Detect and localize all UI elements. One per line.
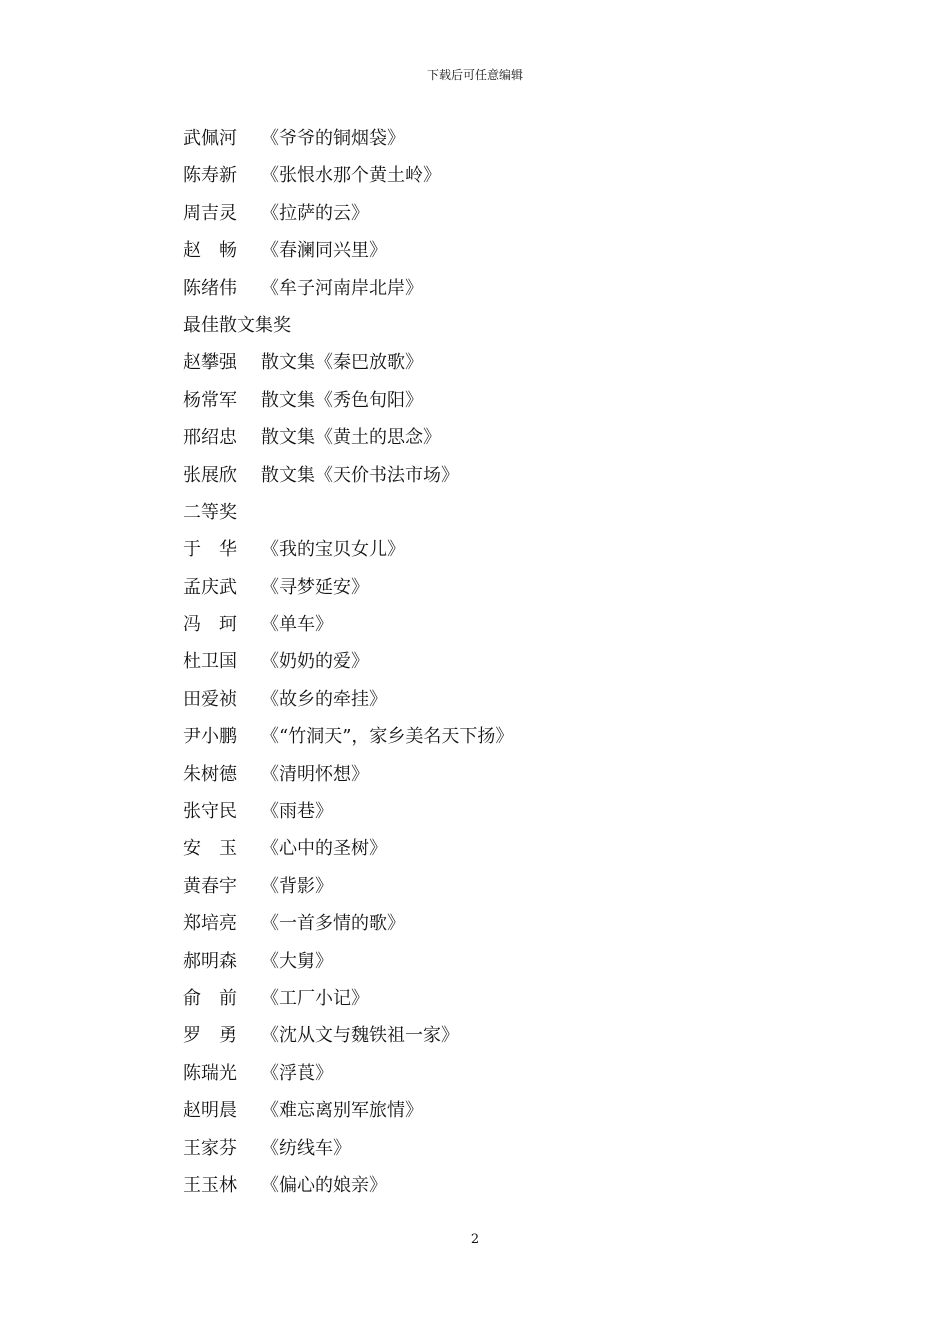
award-entry <box>183 868 883 905</box>
award-entry <box>183 531 883 568</box>
award-entry <box>183 1130 883 1167</box>
award-list <box>183 120 883 1204</box>
page-number: 2 <box>470 1232 480 1247</box>
work-title: 《寻梦延安》 <box>261 576 369 598</box>
award-entry <box>183 943 883 980</box>
work-title: 《偏心的娘亲》 <box>261 1174 387 1196</box>
award-entry <box>183 718 883 755</box>
award-entry <box>183 905 883 942</box>
award-entry <box>183 980 883 1017</box>
work-title: 《清明怀想》 <box>261 763 369 785</box>
work-title: 《拉萨的云》 <box>261 202 369 224</box>
author-name: 冯 珂 <box>183 614 237 636</box>
award-entry <box>183 457 883 494</box>
award-entry <box>183 830 883 867</box>
author-name: 杨常军 <box>183 389 237 411</box>
work-title: 《难忘离别军旅情》 <box>261 1100 423 1122</box>
author-name: 赵 畅 <box>183 240 237 262</box>
award-entry <box>183 606 883 643</box>
work-title: 散文集《天价书法市场》 <box>261 464 459 486</box>
author-name: 郝明森 <box>183 950 237 972</box>
work-title: 《纺线车》 <box>261 1137 351 1159</box>
author-name: 陈绪伟 <box>183 277 237 299</box>
work-title: 《故乡的牵挂》 <box>261 688 387 710</box>
work-title: 《雨巷》 <box>261 801 333 823</box>
author-name: 黄春宇 <box>183 875 237 897</box>
award-entry <box>183 756 883 793</box>
award-entry <box>183 793 883 830</box>
author-name: 张守民 <box>183 801 237 823</box>
work-title: 散文集《秀色旬阳》 <box>261 389 423 411</box>
work-title: 《大舅》 <box>261 950 333 972</box>
author-name: 周吉灵 <box>183 202 237 224</box>
author-name: 王家芬 <box>183 1137 237 1159</box>
work-title: 《春澜同兴里》 <box>261 240 387 262</box>
author-name: 赵明晨 <box>183 1100 237 1122</box>
author-name: 王玉林 <box>183 1174 237 1196</box>
page-header: 下载后可任意编辑 <box>426 68 523 82</box>
section-heading: 二等奖 <box>183 501 237 523</box>
award-entry <box>183 1017 883 1054</box>
author-name: 朱树德 <box>183 763 237 785</box>
author-name: 陈瑞光 <box>183 1062 237 1084</box>
award-entry <box>183 232 883 269</box>
award-entry <box>183 643 883 680</box>
work-title: 散文集《秦巴放歌》 <box>261 352 423 374</box>
work-title: 《心中的圣树》 <box>261 838 387 860</box>
award-entry <box>183 120 883 157</box>
work-title: 《背影》 <box>261 875 333 897</box>
author-name: 罗 勇 <box>183 1025 237 1047</box>
author-name: 武佩河 <box>183 128 237 149</box>
author-name: 俞 前 <box>183 987 237 1009</box>
work-title: 《浮莨》 <box>261 1062 333 1084</box>
award-entry <box>183 344 883 381</box>
work-title: 散文集《黄土的思念》 <box>261 427 441 449</box>
author-name: 杜卫国 <box>183 651 237 673</box>
award-entry <box>183 157 883 194</box>
work-title: 《牟子河南岸北岸》 <box>261 277 423 299</box>
author-name: 郑培亮 <box>183 913 237 935</box>
award-entry <box>183 419 883 456</box>
author-name: 于 华 <box>183 539 237 561</box>
author-name: 陈寿新 <box>183 165 237 187</box>
award-entry <box>183 382 883 419</box>
award-entry <box>183 195 883 232</box>
award-entry <box>183 569 883 606</box>
work-title: 《沈从文与魏铁祖一家》 <box>261 1025 459 1047</box>
award-entry <box>183 1167 883 1204</box>
section-heading: 最佳散文集奖 <box>183 314 291 336</box>
work-title: 《一首多情的歌》 <box>261 913 405 935</box>
author-name: 田爱祯 <box>183 688 237 710</box>
work-title: 《单车》 <box>261 614 333 636</box>
work-title: 《“竹洞天”，家乡美名天下扬》 <box>261 726 514 748</box>
author-name: 张展欣 <box>183 464 237 486</box>
author-name: 邢绍忠 <box>183 427 237 449</box>
work-title: 《工厂小记》 <box>261 987 369 1009</box>
work-title: 《我的宝贝女儿》 <box>261 539 405 561</box>
work-title: 《奶奶的爱》 <box>261 651 369 673</box>
work-title: 《张恨水那个黄土岭》 <box>261 165 441 187</box>
award-entry <box>183 681 883 718</box>
award-entry <box>183 1055 883 1092</box>
author-name: 赵攀强 <box>183 352 237 374</box>
author-name: 安 玉 <box>183 838 237 860</box>
award-entry <box>183 1092 883 1129</box>
work-title: 《爷爷的铜烟袋》 <box>261 128 405 149</box>
author-name: 尹小鹏 <box>183 726 237 748</box>
author-name: 孟庆武 <box>183 576 237 598</box>
award-entry <box>183 270 883 307</box>
